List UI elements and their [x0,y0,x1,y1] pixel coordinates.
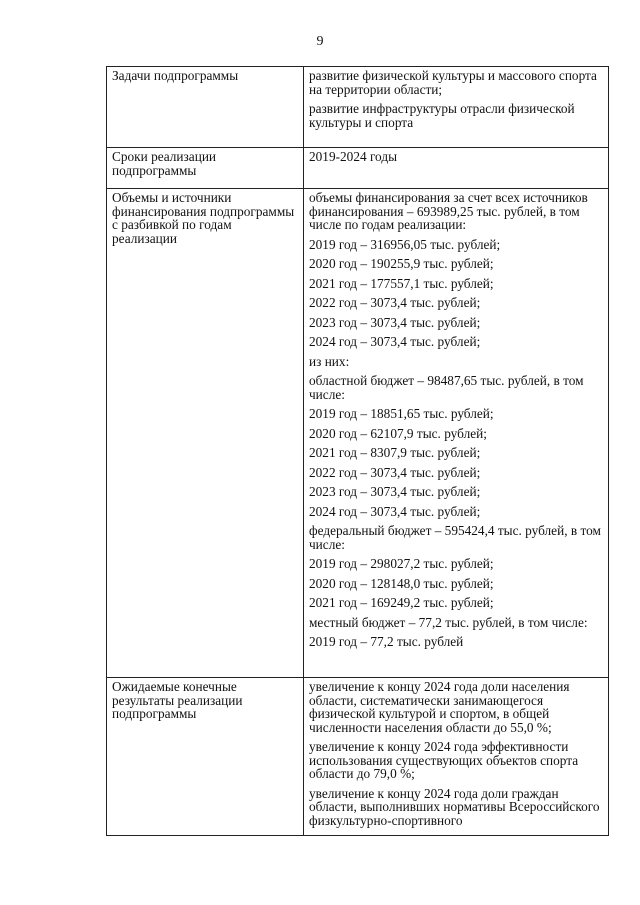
row-content [304,678,609,836]
table-row-terms [107,148,609,189]
content-paragraph: развитие инфраструктуры отрасли физической культуры и спорта [309,101,575,130]
table-row-funding [107,189,609,678]
content-paragraph: 2019 год – 298027,2 тыс. рублей; [309,556,494,571]
table-row-results [107,678,609,836]
content-paragraph: 2020 год – 128148,0 тыс. рублей; [309,575,494,591]
row-content [304,67,609,148]
content-paragraph: 2024 год – 3073,4 тыс. рублей; [309,503,481,519]
content-paragraph: областной бюджет – 98487,65 тыс. рублей, в том числе: [309,373,584,402]
content-paragraph: из них: [309,353,350,369]
content-paragraph: 2023 год – 3073,4 тыс. рублей; [309,484,481,499]
content-paragraph: развитие физической культуры и массового спорта на территории области; [309,68,597,97]
row-label: Сроки реализации подпрограммы [107,148,304,189]
content-paragraph: увеличение к концу 2024 года доли населения области, систематически занимающегося физической культурой и спортом, в общей численности населения области до 55,0 %; [309,679,570,735]
row-label: Ожидаемые конечные результаты реализации подпрограммы [107,678,304,836]
table-row-tasks [107,67,609,148]
content-paragraph: 2021 год – 169249,2 тыс. рублей; [309,595,494,610]
content-paragraph: 2021 год – 177557,1 тыс. рублей; [309,275,494,291]
row-label: Задачи подпрограммы [107,67,304,148]
content-paragraph: 2022 год – 3073,4 тыс. рублей; [309,295,481,310]
content-paragraph: 2020 год – 190255,9 тыс. рублей; [309,256,494,271]
page-number: 9 [316,34,324,49]
content-paragraph: 2021 год – 8307,9 тыс. рублей; [309,445,481,460]
content-paragraph: увеличение к концу 2024 года эффективности использования существующих объектов спорта области до 79,0 %; [309,739,579,781]
content-paragraph: 2019 год – 18851,65 тыс. рублей; [309,406,494,421]
row-content [304,148,609,189]
content-paragraph: 2019 год – 77,2 тыс. рублей [309,634,464,649]
content-paragraph: федеральный бюджет – 595424,4 тыс. рублей, в том числе: [309,523,601,552]
subprogram-passport-table [106,66,609,836]
content-paragraph: 2019-2024 годы [309,149,398,164]
content-paragraph: объемы финансирования за счет всех источников финансирования – 693989,25 тыс. рублей, в том числе по годам реализации: [309,190,588,232]
content-paragraph: 2020 год – 62107,9 тыс. рублей; [309,425,487,441]
row-label: Объемы и источники финансирования подпрограммы с разбивкой по годам реализации [107,189,304,678]
row-content [304,189,609,678]
content-paragraph: 2023 год – 3073,4 тыс. рублей; [309,314,481,330]
content-paragraph: 2022 год – 3073,4 тыс. рублей; [309,464,481,480]
content-paragraph: местный бюджет – 77,2 тыс. рублей, в том числе: [309,614,588,630]
content-paragraph: 2024 год – 3073,4 тыс. рублей; [309,334,481,349]
content-paragraph: увеличение к концу 2024 года доли граждан области, выполнивших нормативы Всероссийского физкультурно-спортивного [309,785,600,828]
content-paragraph: 2019 год – 316956,05 тыс. рублей; [309,236,501,252]
